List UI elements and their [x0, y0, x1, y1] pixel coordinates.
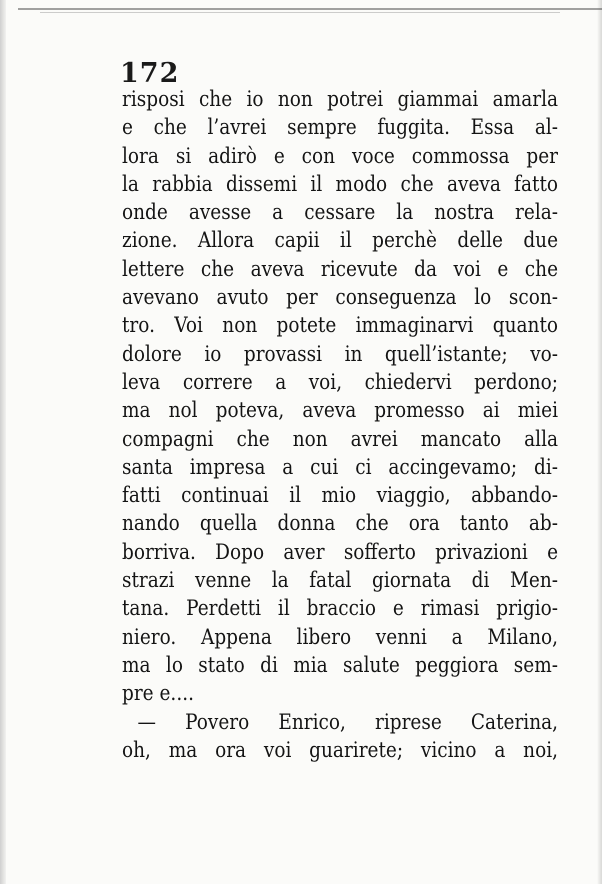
- text-line: la rabbia dissemi il modo che aveva fatto: [122, 171, 559, 197]
- text-line: avevano avuto per conseguenza lo scon-: [122, 285, 559, 311]
- text-line: zione. Allora capii il perchè delle due: [122, 228, 559, 254]
- text-line: ma nol poteva, aveva promesso ai miei: [122, 398, 559, 424]
- text-line: risposi che io non potrei giammai amarla: [122, 87, 559, 112]
- page-top-rule-secondary: [40, 12, 560, 13]
- text-line: oh, ma ora voi guarirete; vicino a noi,: [122, 737, 559, 763]
- page-top-rule: [18, 8, 602, 10]
- page-right-edge: [597, 0, 602, 884]
- text-line: dolore io provassi in quell’istante; vo-: [122, 341, 559, 367]
- body-text: [122, 86, 558, 765]
- text-line: santa impresa a cui ci accingevamo; di-: [122, 454, 559, 480]
- text-line: tana. Perdetti il braccio e rimasi prigio-: [122, 596, 559, 622]
- page-left-edge: [0, 0, 6, 884]
- text-line: fatti continuai il mio viaggio, abbando-: [122, 483, 559, 509]
- text-line: leva correre a voi, chiedervi perdono;: [122, 369, 559, 395]
- text-line: onde avesse a cessare la nostra rela-: [122, 200, 559, 226]
- text-line: pre e....: [122, 681, 194, 707]
- text-line: strazi venne la fatal giornata di Men-: [122, 568, 559, 594]
- page-number: 172: [120, 58, 180, 89]
- text-line: — Povero Enrico, riprese Caterina,: [137, 709, 559, 735]
- text-line: niero. Appena libero venni a Milano,: [122, 624, 559, 650]
- text-line: tro. Voi non potete immaginarvi quanto: [122, 313, 559, 339]
- text-line: nando quella donna che ora tanto ab-: [122, 511, 559, 537]
- text-line: compagni che non avrei mancato alla: [122, 426, 559, 452]
- text-line: lettere che aveva ricevute da voi e che: [122, 256, 559, 282]
- text-line: lora si adirò e con voce commossa per: [122, 143, 559, 169]
- text-line: borriva. Dopo aver sofferto privazioni e: [122, 539, 559, 565]
- text-line: ma lo stato di mia salute peggiora sem-: [122, 652, 559, 678]
- text-line: e che l’avrei sempre fuggita. Essa al-: [122, 115, 559, 141]
